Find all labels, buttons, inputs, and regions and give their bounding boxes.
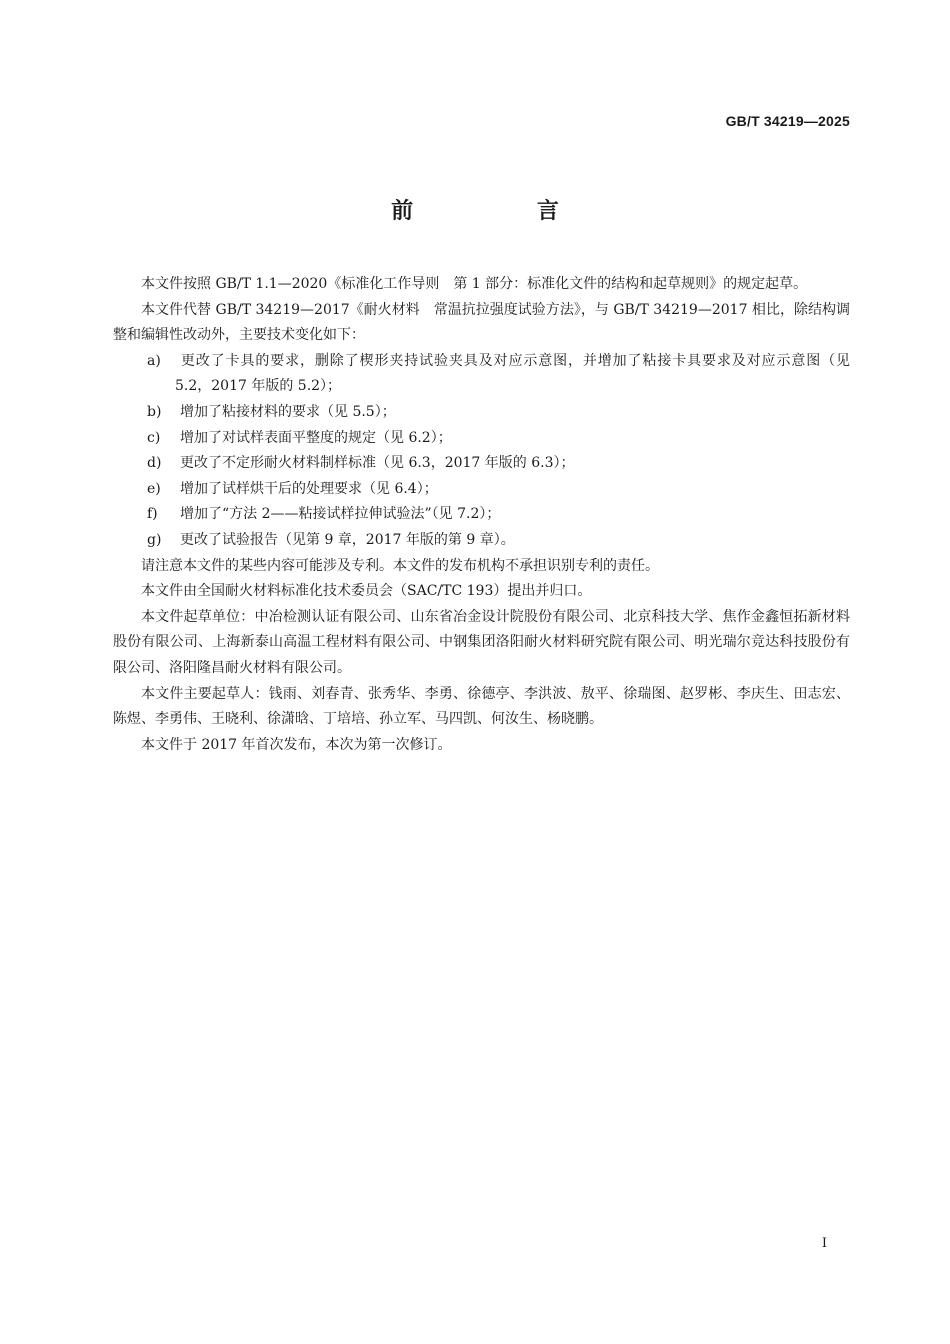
list-item	[113, 502, 850, 528]
list-item	[113, 477, 850, 503]
paragraph-replaces: 本文件代替 GB/T 34219—2017《耐火材料 常温抗拉强度试验方法》，与 GB/T 34219—2017 相比，除结构调整和编辑性改动外，主要技术变化如下：	[113, 301, 850, 344]
foreword-body	[113, 272, 850, 758]
paragraph-drafting-rules: 本文件按照 GB/T 1.1—2020《标准化工作导则 第 1 部分：标准化文件的结构和起草规则》的规定起草。	[141, 276, 808, 292]
list-item-label: d)	[147, 455, 162, 472]
paragraph-history: 本文件于 2017 年首次发布，本次为第一次修订。	[141, 736, 452, 753]
list-item-text: 更改了不定形耐火材料制样标准（见 6.3，2017 年版的 6.3）；	[180, 455, 575, 472]
paragraph-patent-notice: 请注意本文件的某些内容可能涉及专利。本文件的发布机构不承担识别专利的责任。	[141, 557, 659, 574]
paragraph-drafting-units: 本文件起草单位：中冶检测认证有限公司、山东省冶金设计院股份有限公司、北京科技大学、焦作金鑫恒拓新材料股份有限公司、上海新泰山高温工程材料有限公司、中钢集团洛阳耐火材料研究院有限公司、明光瑞尔竞达科技股份有限公司、洛阳隆昌耐火材料有限公司。	[113, 608, 850, 676]
paragraph-drafters: 本文件主要起草人：钱雨、刘春青、张秀华、李勇、徐德亭、李洪波、敖平、徐瑞图、赵罗彬、李庆生、田志宏、陈煜、李勇伟、王晓利、徐潇晗、丁培培、孙立军、马四凯、何汝生、杨晓鹏。	[113, 685, 850, 728]
list-item	[113, 400, 850, 426]
page-number: I	[821, 1236, 827, 1251]
list-item-label: b)	[147, 403, 162, 420]
list-item-text: 增加了粘接材料的要求（见 5.5）；	[180, 403, 396, 420]
list-item	[113, 528, 850, 554]
list-item-label: c)	[147, 429, 161, 446]
list-item-label: f)	[147, 506, 158, 523]
list-item-label: a)	[147, 352, 161, 369]
standard-number: GB/T 34219—2025	[725, 113, 850, 129]
list-item-text: 增加了对试样表面平整度的规定（见 6.2）；	[180, 429, 452, 446]
list-item-text: 增加了试样烘干后的处理要求（见 6.4）；	[180, 480, 438, 497]
list-item-label: g)	[147, 531, 162, 548]
list-item	[113, 451, 850, 477]
list-item-text: 更改了卡具的要求，删除了楔形夹持试验夹具及对应示意图，并增加了粘接卡具要求及对应示意图（见 5.2，2017 年版的 5.2）；	[175, 352, 850, 395]
list-item-label: e)	[147, 480, 161, 497]
list-item	[113, 426, 850, 452]
page-title: 前 言	[391, 199, 617, 224]
list-item	[113, 349, 850, 400]
changes-list	[113, 349, 850, 554]
paragraph-committee: 本文件由全国耐火材料标准化技术委员会（SAC/TC 193）提出并归口。	[141, 583, 592, 600]
list-item-text: 增加了“方法 2——粘接试样拉伸试验法”（见 7.2）；	[180, 506, 501, 523]
list-item-text: 更改了试验报告（见第 9 章，2017 年版的第 9 章）。	[180, 531, 515, 548]
